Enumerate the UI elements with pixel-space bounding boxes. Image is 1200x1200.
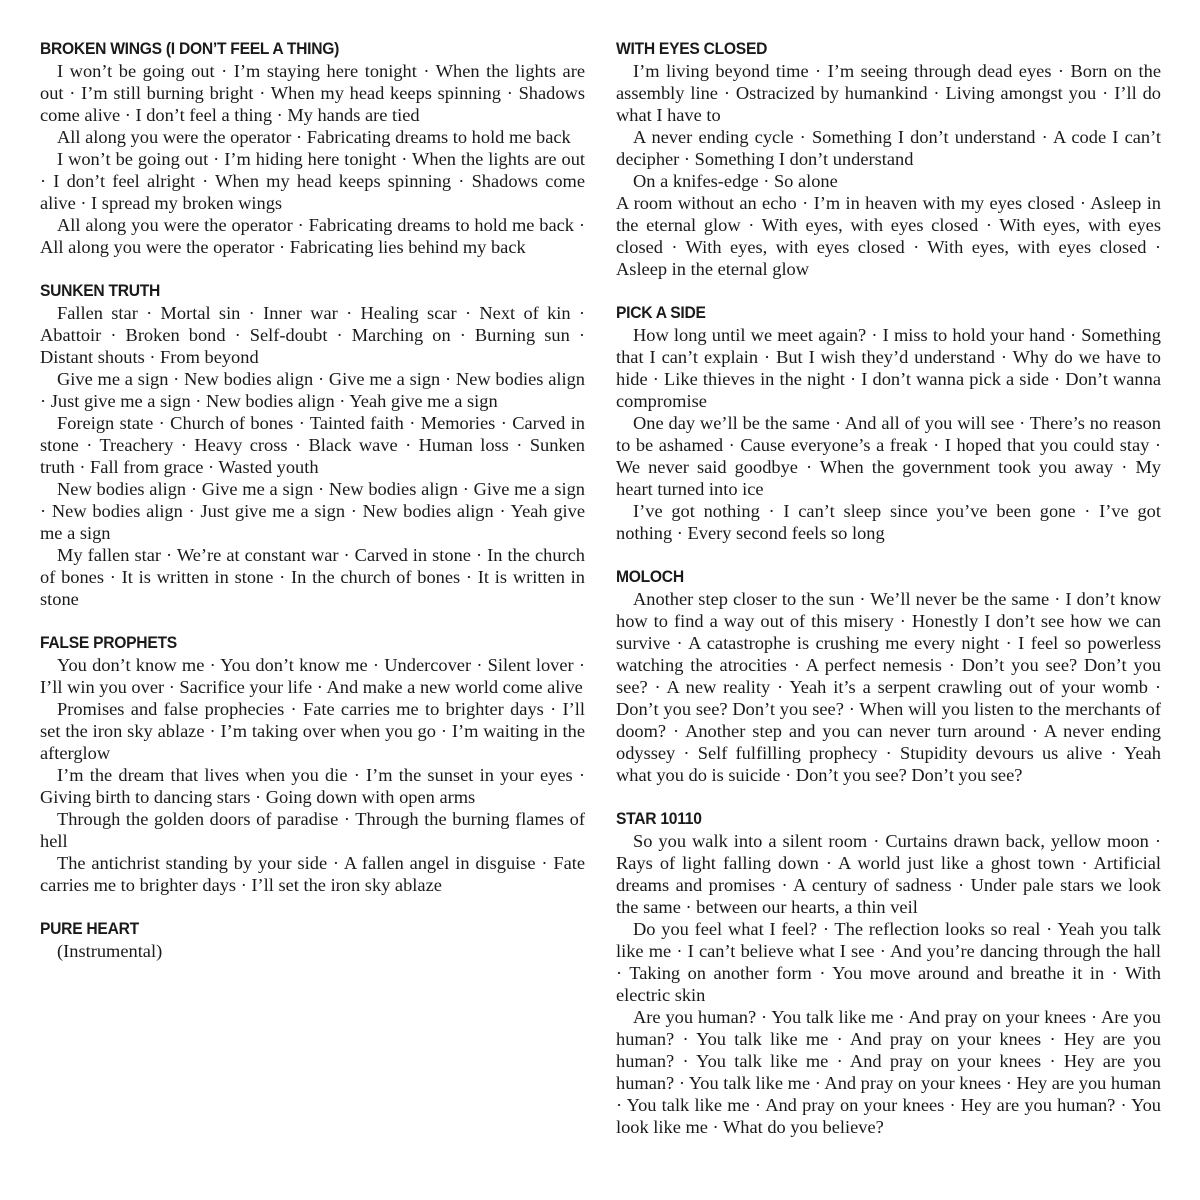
lyric-paragraph: Foreign state · Church of bones · Tainted faith · Memories · Carved in stone · Treachery · Heavy cross · Black wave · Human loss · Sunken truth · Fall from grace · Wasted youth — [40, 413, 585, 477]
lyric-paragraph: My fallen star · We’re at constant war · Carved in stone · In the church of bones · It is written in stone · In the church of bones · It is written in stone — [40, 545, 585, 609]
song-sunken-truth — [40, 280, 585, 610]
lyric-paragraph: A room without an echo · I’m in heaven with my eyes closed · Asleep in the eternal glow · With eyes, with eyes closed · With eyes, with eyes closed · With eyes, with eyes closed · With eyes, with eyes closed · Asleep in the eternal glow — [616, 193, 1161, 279]
song-false-prophets — [40, 632, 585, 896]
lyric-paragraph: On a knifes-edge · So alone — [633, 171, 838, 191]
song-title: STAR 10110 — [616, 809, 702, 828]
lyric-paragraph: Do you feel what I feel? · The reflection looks so real · Yeah you talk like me · I can’t believe what I see · And you’re dancing through the hall · Taking on another form · You move around and breathe it in · With electric skin — [616, 919, 1161, 1005]
left-column — [40, 38, 585, 984]
song-title: WITH EYES CLOSED — [616, 39, 768, 58]
song-title: BROKEN WINGS (I DON’T FEEL A THING) — [40, 39, 340, 58]
lyric-paragraph: Are you human? · You talk like me · And pray on your knees · Are you human? · You talk like me · And pray on your knees · Hey are you human? · You talk like me · And pray on your knees · Hey are you human? · You talk like me · And pray on your knees · Hey are you human · You talk like me · And pray on your knees · Hey are you human? · You look like me · What do you believe? — [616, 1007, 1161, 1137]
song-pick-a-side — [616, 302, 1161, 544]
lyric-paragraph: I’m living beyond time · I’m seeing through dead eyes · Born on the assembly line · Ostracized by humankind · Living amongst you · I’ll do what I have to — [616, 61, 1161, 125]
song-pure-heart — [40, 918, 585, 962]
lyric-paragraph: Give me a sign · New bodies align · Give me a sign · New bodies align · Just give me a sign · New bodies align · Yeah give me a sign — [40, 369, 585, 411]
song-broken-wings — [40, 38, 585, 258]
lyric-paragraph: Fallen star · Mortal sin · Inner war · Healing scar · Next of kin · Abattoir · Broken bond · Self-doubt · Marching on · Burning sun · Distant shouts · From beyond — [40, 303, 585, 367]
song-title: PURE HEART — [40, 919, 139, 938]
lyric-paragraph: How long until we meet again? · I miss to hold your hand · Something that I can’t explain · But I wish they’d understand · Why do we have to hide · Like thieves in the night · I don’t wanna pick a side · Don’t wanna compromise — [616, 325, 1161, 411]
song-with-eyes-closed — [616, 38, 1161, 280]
lyric-paragraph: One day we’ll be the same · And all of you will see · There’s no reason to be ashamed · Cause everyone’s a freak · I hoped that you could stay · We never said goodbye · When the government took you away · My heart turned into ice — [616, 413, 1161, 499]
song-star-10110 — [616, 808, 1161, 1138]
right-column — [616, 38, 1161, 1160]
lyric-paragraph: All along you were the operator · Fabricating dreams to hold me back — [57, 127, 571, 147]
lyric-paragraph: New bodies align · Give me a sign · New bodies align · Give me a sign · New bodies align · Just give me a sign · New bodies align · Yeah give me a sign — [40, 479, 585, 543]
song-title: MOLOCH — [616, 567, 684, 586]
lyric-paragraph: Promises and false prophecies · Fate carries me to brighter days · I’ll set the iron sky ablaze · I’m taking over when you go · I’m waiting in the afterglow — [40, 699, 585, 763]
lyric-paragraph: So you walk into a silent room · Curtains drawn back, yellow moon · Rays of light falling down · A world just like a ghost town · Artificial dreams and promises · A century of sadness · Under pale stars we look the same · between our hearts, a thin veil — [616, 831, 1161, 917]
lyric-paragraph: Through the golden doors of paradise · Through the burning flames of hell — [40, 809, 585, 851]
lyric-paragraph: Another step closer to the sun · We’ll never be the same · I don’t know how to find a way out of this misery · Honestly I don’t see how we can survive · A catastrophe is crushing me every night · I feel so powerless watching the atrocities · A perfect nemesis · Don’t you see? Don’t you see? · A new reality · Yeah it’s a serpent crawling out of your womb · Don’t you see? Don’t you see? · When will you listen to the merchants of doom? · Another step and you can never turn around · A never ending odyssey · Self fulfilling prophecy · Stupidity devours us alive · Yeah what you do is suicide · Don’t you see? Don’t you see? — [616, 589, 1161, 785]
song-title: PICK A SIDE — [616, 303, 706, 322]
lyric-paragraph: You don’t know me · You don’t know me · Undercover · Silent lover · I’ll win you over · Sacrifice your life · And make a new world come alive — [40, 655, 585, 697]
lyric-paragraph: All along you were the operator · Fabricating dreams to hold me back · All along you were the operator · Fabricating lies behind my back — [40, 215, 585, 257]
lyric-paragraph: A never ending cycle · Something I don’t understand · A code I can’t decipher · Something I don’t understand — [616, 127, 1161, 169]
lyric-paragraph: The antichrist standing by your side · A fallen angel in disguise · Fate carries me to brighter days · I’ll set the iron sky ablaze — [40, 853, 585, 895]
lyric-paragraph: I won’t be going out · I’m hiding here tonight · When the lights are out · I don’t feel alright · When my head keeps spinning · Shadows come alive · I spread my broken wings — [40, 149, 585, 213]
song-title: FALSE PROPHETS — [40, 633, 177, 652]
lyric-paragraph: I’m the dream that lives when you die · I’m the sunset in your eyes · Giving birth to dancing stars · Going down with open arms — [40, 765, 585, 807]
lyric-paragraph: I won’t be going out · I’m staying here tonight · When the lights are out · I’m still burning bright · When my head keeps spinning · Shadows come alive · I don’t feel a thing · My hands are tied — [40, 61, 585, 125]
song-moloch — [616, 566, 1161, 786]
song-title: SUNKEN TRUTH — [40, 281, 161, 300]
lyric-paragraph: (Instrumental) — [57, 941, 163, 961]
lyric-paragraph: I’ve got nothing · I can’t sleep since you’ve been gone · I’ve got nothing · Every second feels so long — [616, 501, 1161, 543]
